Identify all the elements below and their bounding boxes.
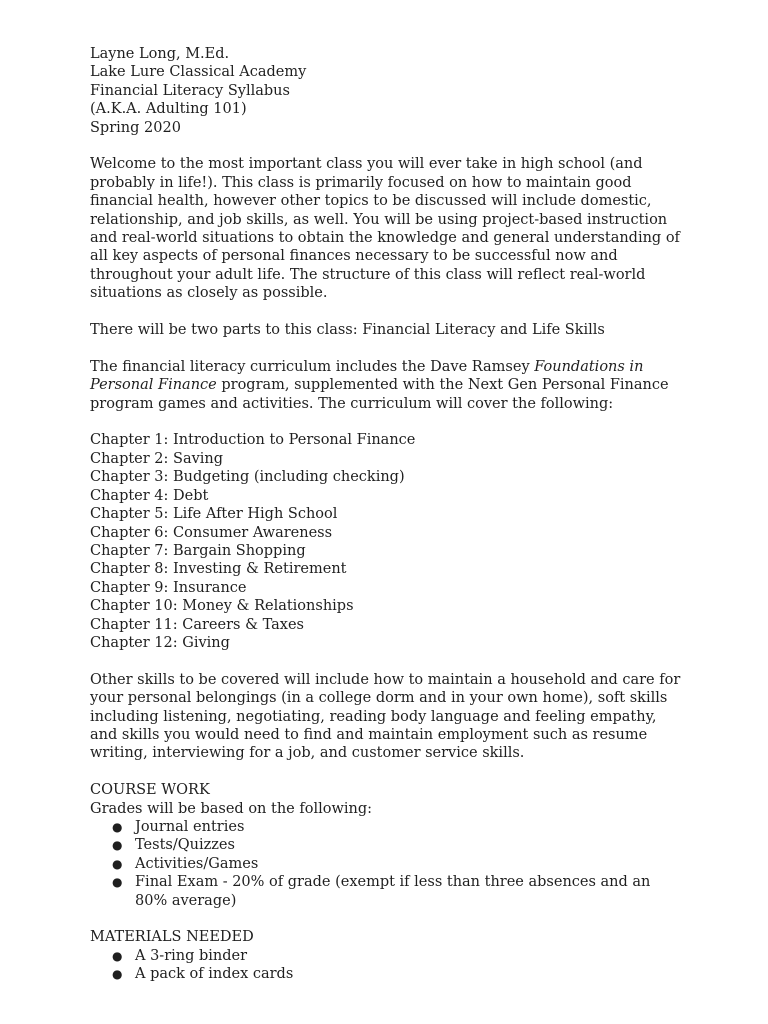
list-item	[90, 965, 682, 983]
list-item	[90, 873, 682, 910]
term: Spring 2020	[90, 119, 181, 136]
bullet-icon: ●	[112, 819, 123, 834]
chapter-item: Chapter 3: Budgeting (including checking)	[90, 469, 405, 486]
spacer	[90, 339, 682, 357]
syllabus-subtitle: (A.K.A. Adulting 101)	[90, 101, 247, 118]
intro-paragraph: Welcome to the most important class you will ever take in high school (and probably in life!). This class is primarily focused on how to maintain good financial health, however other topics to be discussed will include domestic, relationship, and job skills, as well. You will be using project-based instruction and real-world situations to obtain the knowledge and general understanding of all key aspects of personal finances necessary to be successful now and throughout your adult life. The structure of this class will reflect real-world situations as closely as possible.	[90, 156, 680, 302]
spacer	[90, 303, 682, 321]
bullet-icon: ●	[112, 875, 123, 890]
chapter-item: Chapter 11: Careers & Taxes	[90, 616, 304, 633]
curriculum-text-start: The financial literacy curriculum includes the Dave Ramsey	[90, 358, 535, 375]
chapter-list	[90, 431, 682, 652]
chapter-item: Chapter 6: Consumer Awareness	[90, 524, 333, 541]
other-skills-paragraph: Other skills to be covered will include how to maintain a household and care for your personal belongings (in a college dorm and in your own home), soft skills including listening, negotiating, reading body language and feeling empathy, and skills you would need to find and maintain employment such as resume writing, interviewing for a job, and customer service skills.	[90, 671, 681, 762]
chapter-item: Chapter 12: Giving	[90, 634, 230, 651]
materials-heading: MATERIALS NEEDED	[90, 929, 254, 946]
curriculum-paragraph	[90, 358, 682, 413]
chapter-item: Chapter 10: Money & Relationships	[90, 598, 354, 615]
chapter-item: Chapter 4: Debt	[90, 487, 209, 504]
list-item-label: A pack of index cards	[135, 966, 294, 983]
school-name: Lake Lure Classical Academy	[90, 64, 307, 81]
list-item-label: Tests/Quizzes	[135, 837, 235, 854]
document-header	[90, 45, 682, 137]
curriculum-text-end: program, supplemented with the Next Gen Personal Finance program games and activities. The curriculum will cover the following:	[90, 377, 669, 412]
list-item	[90, 947, 682, 965]
list-item-label: Final Exam - 20% of grade (exempt if less than three absences and an 80% average)	[135, 874, 651, 909]
bullet-icon: ●	[112, 856, 123, 871]
syllabus-title: Financial Literacy Syllabus	[90, 82, 290, 99]
chapter-item: Chapter 2: Saving	[90, 450, 224, 467]
spacer	[90, 137, 682, 155]
materials-section	[90, 928, 682, 983]
chapter-item: Chapter 1: Introduction to Personal Finance	[90, 432, 416, 449]
author-name: Layne Long, M.Ed.	[90, 46, 230, 62]
grading-list	[90, 818, 682, 910]
curriculum-program-title: Foundations in Personal Finance	[90, 358, 644, 394]
materials-list	[90, 947, 682, 984]
spacer	[90, 910, 682, 928]
class-parts-paragraph: There will be two parts to this class: Financial Literacy and Life Skills	[90, 322, 605, 339]
chapter-item: Chapter 7: Bargain Shopping	[90, 542, 306, 559]
course-work-intro: Grades will be based on the following:	[90, 800, 373, 817]
chapter-item: Chapter 5: Life After High School	[90, 506, 338, 523]
list-item	[90, 855, 682, 873]
course-work-section	[90, 781, 682, 910]
chapter-item: Chapter 8: Investing & Retirement	[90, 561, 347, 578]
bullet-icon: ●	[112, 967, 123, 982]
list-item-label: Activities/Games	[135, 855, 259, 872]
list-item-label: A 3-ring binder	[135, 947, 248, 964]
list-item	[90, 818, 682, 836]
course-work-heading: COURSE WORK	[90, 782, 210, 799]
spacer	[90, 652, 682, 670]
spacer	[90, 763, 682, 781]
bullet-icon: ●	[112, 838, 123, 853]
chapter-item: Chapter 9: Insurance	[90, 579, 247, 596]
bullet-icon: ●	[112, 948, 123, 963]
list-item	[90, 836, 682, 854]
syllabus-page	[90, 45, 682, 984]
spacer	[90, 413, 682, 431]
list-item-label: Journal entries	[135, 818, 245, 835]
